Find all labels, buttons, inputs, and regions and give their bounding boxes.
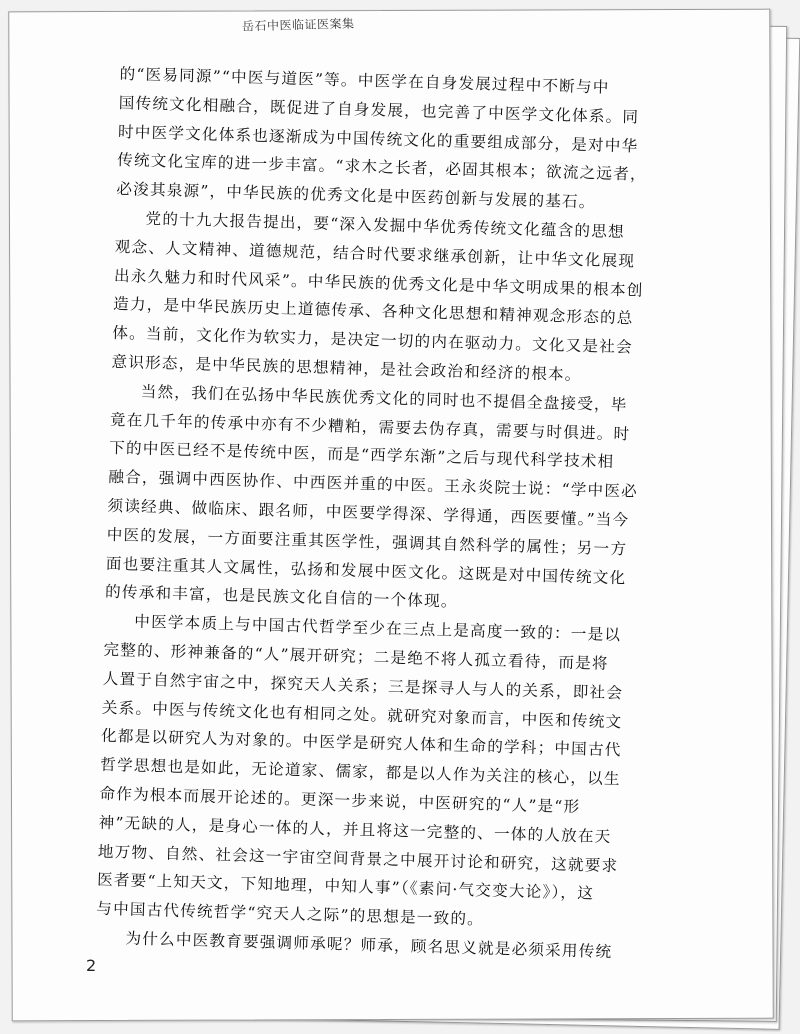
text-line: 人置于自然宇宙之中，探究天人关系；三是探寻人与人的关系，即社会	[102, 669, 624, 703]
text-line: 关系。中医与传统文化也有相同之处。就研究对象而言，中医和传统文	[101, 698, 623, 731]
text-line: 中医学本质上与中国古代哲学至少在三点上是高度一致的：一是以	[134, 612, 622, 645]
text-line: 命作为根本而展开论述的。更深一步来说，中医研究的“人”是“形	[99, 784, 581, 817]
text-line: 党的十九大报告提出，要“深入发掘中华优秀传统文化蕴含的思想	[145, 209, 626, 242]
text-line: 的传承和丰富，也是民族文化自信的一个体现。	[104, 583, 458, 611]
running-head: 岳石中医临证医案集	[241, 16, 355, 34]
text-line: 当然，我们在弘扬中华民族优秀文化的同时也不提倡全盘接受，毕	[140, 382, 628, 415]
text-line: 须读经典、做临床、跟名师，中医要学得深、学得通，西医要懂。”当今	[107, 496, 630, 530]
text-line: 意识形态，是中华民族的思想精神，是社会政治和经济的根本。	[111, 352, 582, 384]
text-line: 体。当前，文化作为软实力，是决定一切的内在驱动力。文化又是社会	[112, 324, 634, 357]
text-line: 出永久魅力和时代风采”。中华民族的优秀文化是中华文明成果的根本创	[113, 266, 644, 300]
text-line: 的“医易同源”“中医与道医”等。中医学在自身发展过程中不断与中	[119, 64, 610, 97]
text-line: 与中国古代传统哲学“究天人之际”的思想是一致的。	[96, 899, 485, 929]
text-line: 化都是以研究人为对象的。中医学是研究人体和生命的学科；中国古代	[100, 727, 622, 760]
text-line: 国传统文化相融合，既促进了自身发展，也完善了中医学文化体系。同	[118, 93, 640, 127]
text-line: 造力，是中华民族历史上道德传承、各种文化思想和精神观念形态的总	[112, 295, 634, 328]
text-line: 医者要“上知天文，下知地理，中知人事”（《素问·气交变大论》），这	[96, 870, 595, 903]
text-line: 观念、人文精神、道德规范，结合时代要求继承创新，让中华文化展现	[114, 237, 636, 271]
text-line: 面也要注重其人文属性，弘扬和发展中医文化。这既是对中国传统文化	[105, 554, 627, 587]
text-line: 竟在几千年的传承中亦有不少糟粕，需要去伪存真，需要与时俱进。时	[109, 410, 631, 443]
page-number: 2	[86, 956, 97, 975]
text-line: 融合，强调中西医协作、中西医并重的中医。王永炎院士说：“学中医必	[108, 467, 639, 501]
text-line: 时中医学文化体系也逐渐成为中国传统文化的重要组成部分，是对中华	[117, 122, 639, 156]
text-line: 中医的发展，一方面要注重其医学性，强调其自然科学的属性；另一方	[106, 525, 628, 559]
text-line: 为什么中医教育要强调师承呢？师承，顾名思义就是必须采用传统	[125, 929, 613, 961]
body-text	[95, 60, 728, 969]
text-line: 下的中医已经不是传统中医，而是“西学东渐”之后与现代科学技术相	[108, 439, 615, 472]
text-line: 神”无缺的人，是身心一体的人，并且将这一完整的、一体的人放在天	[98, 813, 612, 846]
text-line: 地万物、自然、社会这一宇宙空间背景之中展开讨论和研究，这就要求	[97, 842, 619, 875]
text-line: 完整的、形神兼备的“人”展开研究；二是绝不将人孤立看待，而是将	[103, 640, 609, 673]
text-line: 传统文化宝库的进一步丰富。“求木之长者，必固其根本；欲流之远者，	[116, 151, 648, 185]
text-line: 必浚其泉源”，中华民族的优秀文化是中医药创新与发展的基石。	[116, 180, 596, 212]
text-line: 哲学思想也是如此，无论道家、儒家，都是以人作为关注的核心，以生	[100, 755, 621, 789]
